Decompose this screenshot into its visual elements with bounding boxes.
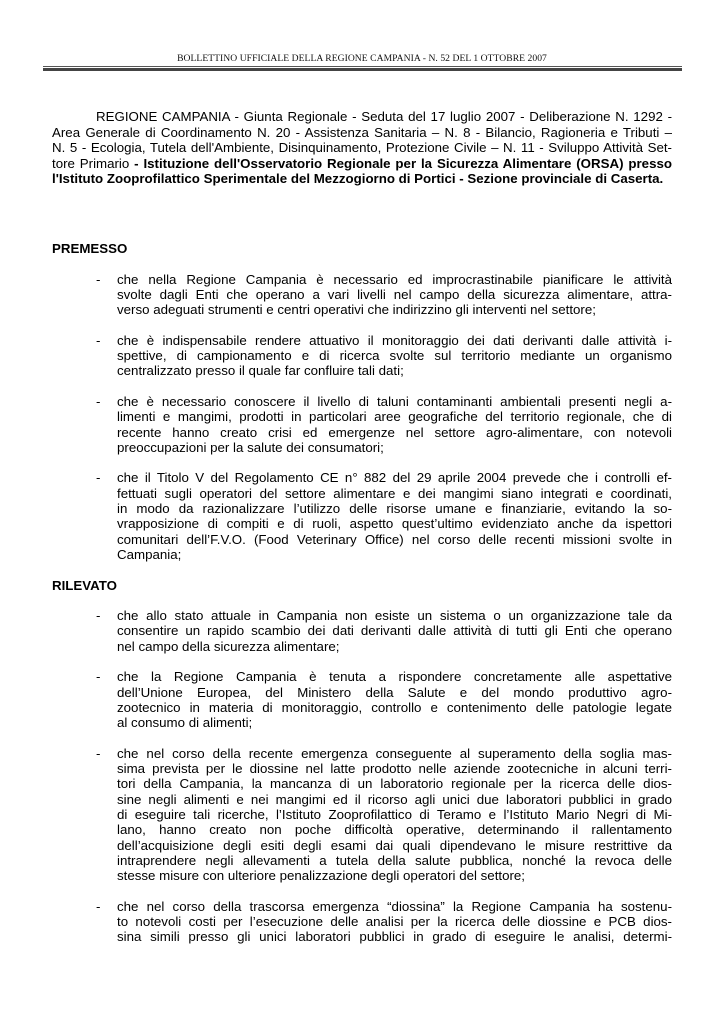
paragraph-line: svolte dagli Enti che operano a vari livelli nel campo della sicurezza alimentare, attra-	[117, 286, 672, 302]
title-line	[52, 140, 672, 156]
list-item	[52, 333, 672, 379]
bullet-dash: -	[96, 393, 101, 409]
paragraph-line: sina simili presso gli unici laboratori pubblici in grado di eseguire le analisi, determi-	[117, 929, 672, 945]
paragraph-line: che il Titolo V del Regolamento CE n° 882 del 29 aprile 2004 prevede che i controlli ef-	[117, 470, 672, 486]
paragraph-line: comunitari dell’F.V.O. (Food Veterinary Office) nel corso delle recenti missioni svolte in	[117, 531, 672, 547]
paragraph-line: intraprendere negli allevamenti a tutela della salute pubblica, nonché la revoca delle	[117, 852, 672, 868]
bullet-dash: -	[96, 608, 101, 624]
paragraph-line: preoccupazioni per la salute dei consumatori;	[117, 439, 384, 455]
bullet-dash: -	[96, 898, 101, 914]
paragraph-line: nel campo della sicurezza alimentare;	[117, 638, 340, 654]
paragraph-line: centralizzato presso il quale far confluire tali dati;	[117, 363, 404, 379]
title-line	[52, 171, 672, 187]
paragraph-line: in modo da razionalizzare l’utilizzo delle risorse umane e finanziarie, evitando la so-	[117, 501, 672, 517]
title-line	[52, 109, 672, 125]
paragraph-line: che è indispensabile rendere attuativo il monitoraggio dei dati derivanti dalle attività i-	[117, 332, 672, 348]
section-heading-premesso: PREMESSO	[52, 240, 128, 256]
list-item	[52, 394, 672, 455]
paragraph-line: fettuati sugli operatori del settore alimentare e dei mangimi siano integrati e coordinati,	[117, 485, 672, 501]
paragraph-line: sine negli alimenti e nei mangimi ed il ricorso agli unici due laboratori pubblici in grado	[117, 791, 672, 807]
title-line	[52, 156, 672, 172]
paragraph-line: recente hanno creato crisi ed emergenze nel settore agro-alimentare, con notevoli	[117, 424, 672, 440]
bullet-dash: -	[96, 470, 101, 486]
paragraph-line: dell’Unione Europea, del Ministero della Salute e del mondo produttivo agro-	[117, 684, 672, 700]
list-item	[52, 899, 672, 945]
paragraph-line: verso adeguati strumenti e centri operativi che indirizzino gli interventi nel settore;	[117, 302, 596, 318]
section-heading-rilevato: RILEVATO	[52, 577, 118, 593]
header-rule-thick	[43, 68, 682, 71]
deliberation-title	[52, 109, 672, 187]
title-text: tore Primario	[52, 155, 135, 171]
paragraph-line: lano, hanno creato non poche difficoltà operative, determinando il rallentamento	[117, 822, 672, 838]
paragraph-line: zootecnico in materia di monitoraggio, controllo e contenimento delle patologie legate	[117, 699, 672, 715]
title-text: Area Generale di Coordinamento N. 20 - Assistenza Sanitaria – N. 8 - Bilancio, Ragioneria e Tributi –	[52, 124, 672, 140]
paragraph-line: al consumo di alimenti;	[117, 715, 253, 731]
paragraph-line: Campania;	[117, 546, 182, 562]
paragraph-line: che allo stato attuale in Campania non esiste un sistema o un organizzazione tale da	[117, 608, 672, 624]
list-item	[52, 608, 672, 654]
paragraph-line: che è necessario conoscere il livello di taluni contaminanti ambientali presenti negli a-	[117, 393, 672, 409]
list-item	[52, 272, 672, 318]
paragraph-line: stesse misure con ulteriore penalizzazione degli operatori del settore;	[117, 868, 525, 884]
document-body	[52, 109, 672, 945]
list-item	[52, 746, 672, 884]
bullet-dash: -	[96, 271, 101, 287]
paragraph-line: limenti e mangimi, prodotti in particolari aree geografiche del territorio regionale, che di	[117, 409, 672, 425]
list-item	[52, 470, 672, 562]
paragraph-line: dell’acquisizione degli esiti degli esami dai quali dipendevano le misure restrittive da	[117, 837, 672, 853]
title-text: N. 5 - Ecologia, Tutela dell'Ambiente, Disinquinamento, Protezione Civile – N. 11 - Sviluppo Attività Set-	[52, 140, 672, 156]
paragraph-line: sima prevista per le diossine nel latte prodotto nelle aziende zootecniche in alcuni terri-	[117, 761, 672, 777]
list-item	[52, 669, 672, 730]
running-head: BOLLETTINO UFFICIALE DELLA REGIONE CAMPANIA - N. 52 DEL 1 OTTOBRE 2007	[177, 53, 547, 64]
paragraph-line: che la Regione Campania è tenuta a rispondere concretamente alle aspettative	[117, 669, 672, 685]
paragraph-line: di eseguire tali ricerche, l’Istituto Zooprofilattico di Teramo e l’Istituto Mario Negri di Mi-	[117, 806, 672, 822]
paragraph-line: che nel corso della recente emergenza conseguente al superamento della soglia mas-	[117, 745, 672, 761]
paragraph-line: spettive, di campionamento e di ricerca svolte sul territorio mediante un organismo	[117, 348, 672, 364]
paragraph-line: consentire un rapido scambio dei dati derivanti dalle attività di tutti gli Enti che operano	[117, 623, 672, 639]
title-bold-text: l'Istituto Zooprofilattico Sperimentale del Mezzogiorno di Portici - Sezione provinciale di Caserta.	[52, 171, 664, 187]
premesso-list	[52, 272, 672, 563]
paragraph-line: vrapposizione di compiti e di ruoli, aspetto quest’ultimo evidenziato anche da ispettori	[117, 516, 672, 532]
bullet-dash: -	[96, 669, 101, 685]
header-rule-thin	[43, 66, 682, 67]
paragraph-line: tori della Campania, la mancanza di un laboratorio regionale per la ricerca delle dios-	[117, 776, 672, 792]
title-line	[52, 125, 672, 141]
bullet-dash: -	[96, 745, 101, 761]
paragraph-line: to notevoli costi per l’esecuzione delle analisi per la ricerca delle diossine e PCB dios-	[117, 914, 672, 930]
title-text: REGIONE CAMPANIA - Giunta Regionale - Seduta del 17 luglio 2007 - Deliberazione N. 1292 -	[96, 109, 672, 124]
bullet-dash: -	[96, 332, 101, 348]
title-bold-text: - Istituzione dell'Osservatorio Regionale per la Sicurezza Alimentare (ORSA) presso	[134, 155, 672, 171]
paragraph-line: che nel corso della trascorsa emergenza “diossina” la Regione Campania ha sostenu-	[117, 898, 672, 914]
paragraph-line: che nella Regione Campania è necessario ed improcrastinabile pianificare le attività	[117, 271, 672, 287]
rilevato-list	[52, 608, 672, 945]
